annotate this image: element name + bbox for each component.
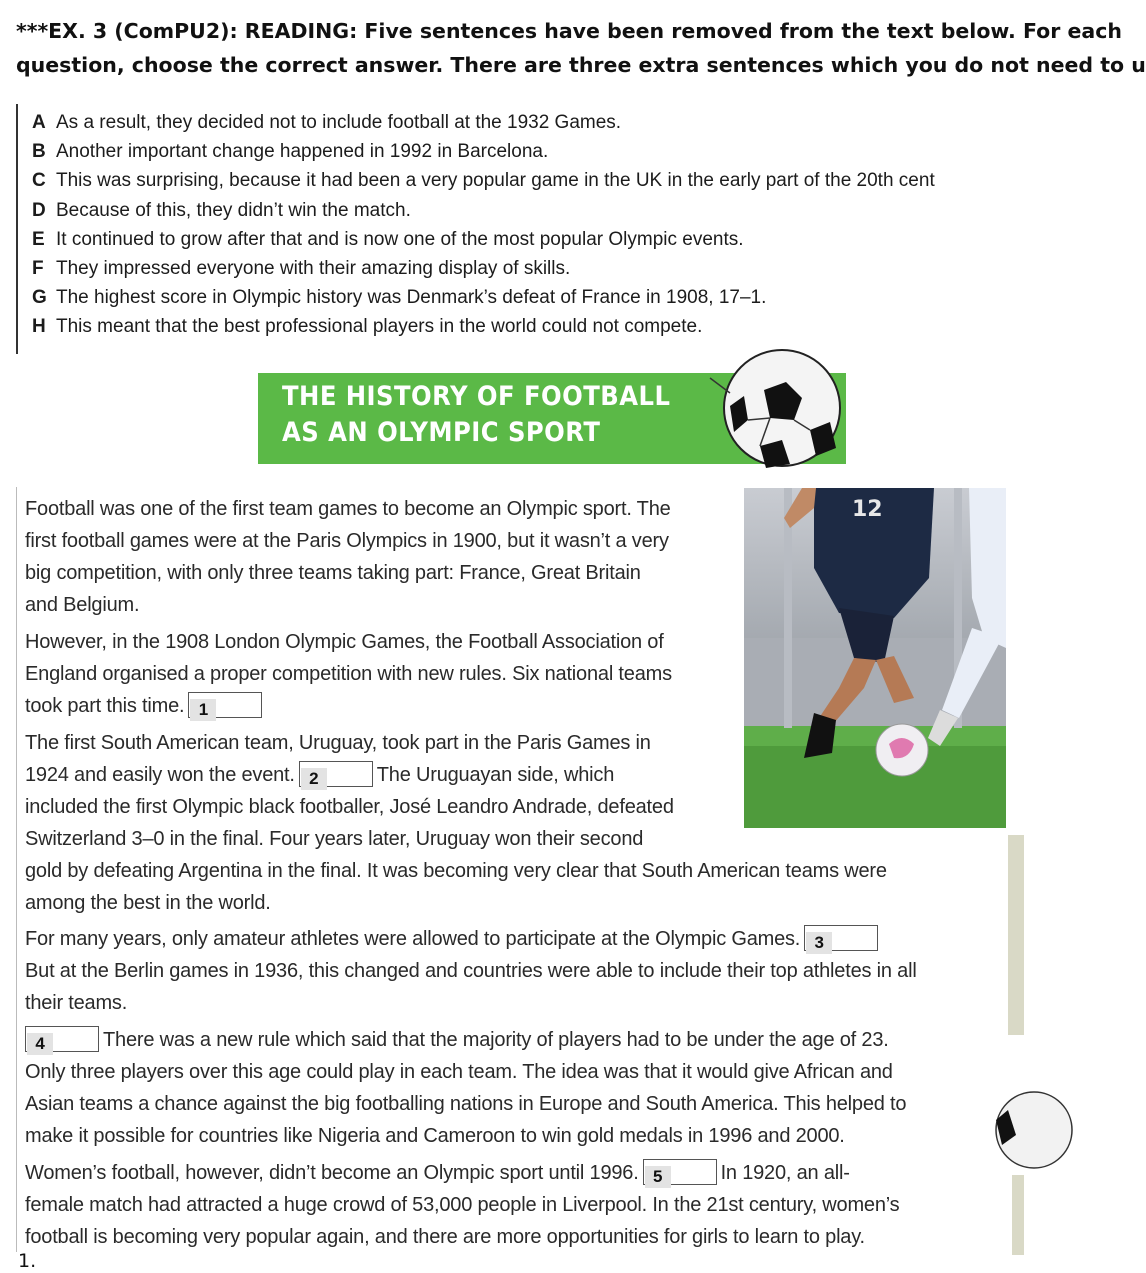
banner-title-line-1: THE HISTORY OF FOOTBALL [282,381,671,412]
option-text: The highest score in Olympic history was Denmark’s defeat of France in 1908, 17–1. [56,287,767,308]
option-letter: F [32,258,44,279]
answer-gap-5[interactable] [643,1159,717,1185]
text-line: 1924 and easily won the event. [25,764,295,786]
banner-title-line-2: AS AN OLYMPIC SPORT [282,417,601,448]
option-text: It continued to grow after that and is now one of the most popular Olympic events. [56,229,744,250]
answer-gap-3[interactable] [804,925,878,951]
article-paragraph-1 [25,493,671,621]
text-line: included the first Olympic black footballer, José Leandro Andrade, defeated [25,796,674,818]
text-line: gold by defeating Argentina in the final. It was becoming very clear that South American teams were [25,860,887,882]
option-h[interactable] [32,316,702,338]
option-text: Because of this, they didn’t win the match. [56,200,411,221]
gap-number: 1 [190,699,216,721]
option-letter: E [32,229,45,250]
text-line: The first South American team, Uruguay, took part in the Paris Games in [25,732,651,754]
option-b[interactable] [32,141,548,163]
option-letter: C [32,170,46,191]
option-e[interactable] [32,229,744,251]
instructions-line-2: question, choose the correct answer. There are three extra sentences which you do not need to u [16,53,1146,77]
text-line: their teams. [25,992,128,1014]
text-line: Asian teams a chance against the big footballing nations in Europe and South America. This helped to [25,1093,907,1115]
options-list [16,104,1026,354]
text-line: There was a new rule which said that the majority of players had to be under the age of 23. [103,1029,889,1051]
answer-gap-2[interactable] [299,761,373,787]
text-line: Football was one of the first team games to become an Olympic sport. The [25,498,671,520]
option-f[interactable] [32,258,570,280]
article-paragraph-5 [25,1024,906,1152]
text-line: For many years, only amateur athletes were allowed to participate at the Olympic Games. [25,928,801,950]
answer-gap-1[interactable] [188,692,262,718]
option-text: This was surprising, because it had been a very popular game in the UK in the early part of the 20th cent [56,170,935,191]
option-letter: D [32,200,46,221]
option-letter: G [32,287,47,308]
option-letter: B [32,141,46,162]
option-d[interactable] [32,200,411,222]
article-paragraph-3 [25,727,887,919]
jersey-number: 12 [852,497,883,522]
option-letter: H [32,316,46,337]
text-line: football is becoming very popular again, and there are more opportunities for girls to learn to play. [25,1226,865,1248]
option-g[interactable] [32,287,766,309]
text-line: Only three players over this age could play in each team. The idea was that it would give African and [25,1061,893,1083]
text-line: The Uruguayan side, which [376,764,615,786]
answer-label: 1. [18,1250,37,1272]
article-paragraph-4 [25,923,917,1019]
answer-gap-4[interactable] [25,1026,99,1052]
text-line: make it possible for countries like Nigeria and Cameroon to win gold medals in 1996 and 2000. [25,1125,845,1147]
article-paragraph-2 [25,626,672,722]
text-line: among the best in the world. [25,892,271,914]
gap-number: 5 [645,1166,671,1188]
text-line: However, in the 1908 London Olympic Games, the Football Association of [25,631,664,653]
side-decoration [994,835,1024,1255]
option-text: As a result, they decided not to include football at the 1932 Games. [56,112,622,133]
option-a[interactable] [32,112,621,134]
text-line: Women’s football, however, didn’t become an Olympic sport until 1996. [25,1162,639,1184]
text-line: first football games were at the Paris Olympics in 1900, but it wasn’t a very [25,530,669,552]
text-line: England organised a proper competition with new rules. Six national teams [25,663,672,685]
text-line: big competition, with only three teams taking part: France, Great Britain [25,562,641,584]
text-line: took part this time. [25,695,185,717]
option-text: They impressed everyone with their amazing display of skills. [56,258,571,279]
option-letter: A [32,112,46,133]
text-line: female match had attracted a huge crowd of 53,000 people in Liverpool. In the 21st century, women’s [25,1194,900,1216]
football-icon [690,368,850,468]
gap-number: 2 [301,768,327,790]
text-line: But at the Berlin games in 1936, this changed and countries were able to include their top athletes in all [25,960,917,982]
text-line: and Belgium. [25,594,140,616]
instructions [16,14,1146,82]
option-c[interactable] [32,170,935,192]
gap-number: 3 [806,932,832,954]
option-text: This meant that the best professional players in the world could not compete. [56,316,703,337]
article-paragraph-6 [25,1157,899,1253]
text-line: In 1920, an all- [720,1162,850,1184]
option-text: Another important change happened in 1992 in Barcelona. [56,141,549,162]
gap-number: 4 [27,1033,53,1055]
text-line: Switzerland 3–0 in the final. Four years later, Uruguay won their second [25,828,644,850]
instructions-line-1: ***EX. 3 (ComPU2): READING: Five sentences have been removed from the text below. For each [16,19,1122,43]
